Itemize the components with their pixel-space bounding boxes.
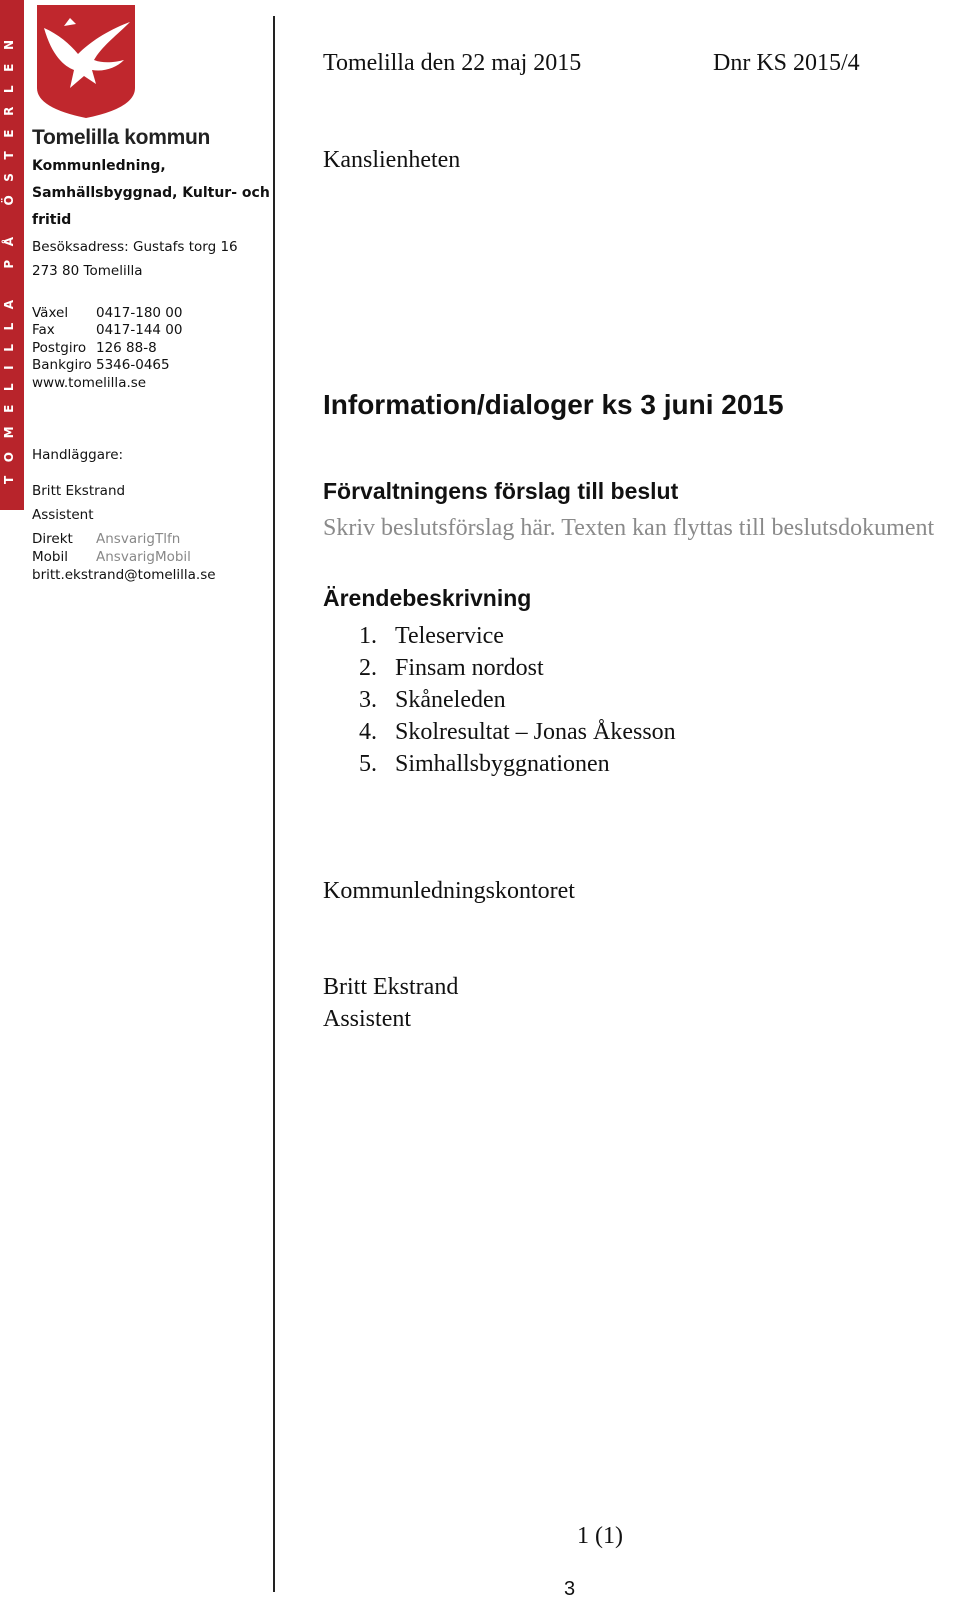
list-item	[359, 751, 610, 778]
email-link[interactable]: britt.ekstrand@tomelilla.se	[32, 567, 216, 583]
department-line-2: Samhällsbyggnad, Kultur- och	[32, 185, 270, 201]
signer-name: Britt Ekstrand	[323, 974, 459, 1000]
contact-bankgiro	[32, 357, 170, 373]
document-title: Information/dialoger ks 3 juni 2015	[323, 389, 784, 420]
proposal-placeholder: Skriv beslutsförslag här. Texten kan flyttas till beslutsdokument	[323, 515, 935, 541]
contact-value: 5346-0465	[96, 357, 170, 373]
list-item-number: 2.	[359, 655, 377, 681]
direct-label: Direkt	[32, 531, 73, 547]
list-item-number: 4.	[359, 719, 377, 745]
contact-label: Postgiro	[32, 340, 87, 356]
postal-address: 273 80 Tomelilla	[32, 263, 143, 279]
proposal-heading: Förvaltningens förslag till beslut	[323, 478, 679, 504]
visit-address: Besöksadress: Gustafs torg 16	[32, 239, 238, 255]
website-link[interactable]: www.tomelilla.se	[32, 375, 147, 391]
department-line-1: Kommunledning,	[32, 158, 166, 174]
dnr-number: Dnr KS 2015/4	[713, 50, 860, 76]
column-divider	[273, 16, 275, 1592]
list-item-text: Skolresultat – Jonas Åkesson	[395, 719, 676, 745]
description-heading: Ärendebeskrivning	[323, 585, 532, 611]
direct-value: AnsvarigTlfn	[96, 531, 181, 547]
contact-value: 126 88-8	[96, 340, 157, 356]
contact-label: Växel	[32, 305, 69, 321]
list-item	[359, 719, 676, 746]
department-line-3: fritid	[32, 212, 72, 228]
mobile-value: AnsvarigMobil	[96, 549, 191, 565]
list-item-text: Simhallsbyggnationen	[395, 751, 610, 777]
handler-label: Handläggare:	[32, 447, 124, 463]
signer-title: Assistent	[323, 1006, 412, 1032]
org-name: Tomelilla kommun	[32, 126, 211, 149]
handler-title: Assistent	[32, 507, 94, 523]
list-item	[359, 623, 504, 650]
handler-name: Britt Ekstrand	[32, 483, 126, 499]
list-item-text: Skåneleden	[395, 687, 506, 713]
list-item	[359, 655, 544, 682]
list-item-text: Finsam nordost	[395, 655, 544, 681]
list-item-text: Teleservice	[395, 623, 504, 649]
side-brand-strip	[0, 0, 24, 510]
side-strip-text: TOMELILLA PÅ ÖSTERLEN	[2, 26, 16, 484]
list-item-number: 5.	[359, 751, 377, 777]
list-item	[359, 687, 506, 714]
coat-of-arms-logo	[36, 4, 137, 120]
page-indicator: 1 (1)	[577, 1523, 623, 1549]
contact-postgiro	[32, 340, 157, 356]
contact-value: 0417-180 00	[96, 305, 183, 321]
contact-phone	[32, 305, 182, 321]
direct-phone	[32, 531, 180, 547]
contact-fax	[32, 322, 182, 338]
list-item-number: 3.	[359, 687, 377, 713]
page-number: 3	[564, 1578, 576, 1600]
mobile-label: Mobil	[32, 549, 68, 565]
unit-name: Kanslienheten	[323, 147, 461, 173]
office-name: Kommunledningskontoret	[323, 878, 575, 904]
contact-label: Fax	[32, 322, 55, 338]
mobile-phone	[32, 549, 191, 565]
list-item-number: 1.	[359, 623, 377, 649]
contact-value: 0417-144 00	[96, 322, 183, 338]
place-date: Tomelilla den 22 maj 2015	[323, 50, 582, 76]
contact-label: Bankgiro	[32, 357, 92, 373]
